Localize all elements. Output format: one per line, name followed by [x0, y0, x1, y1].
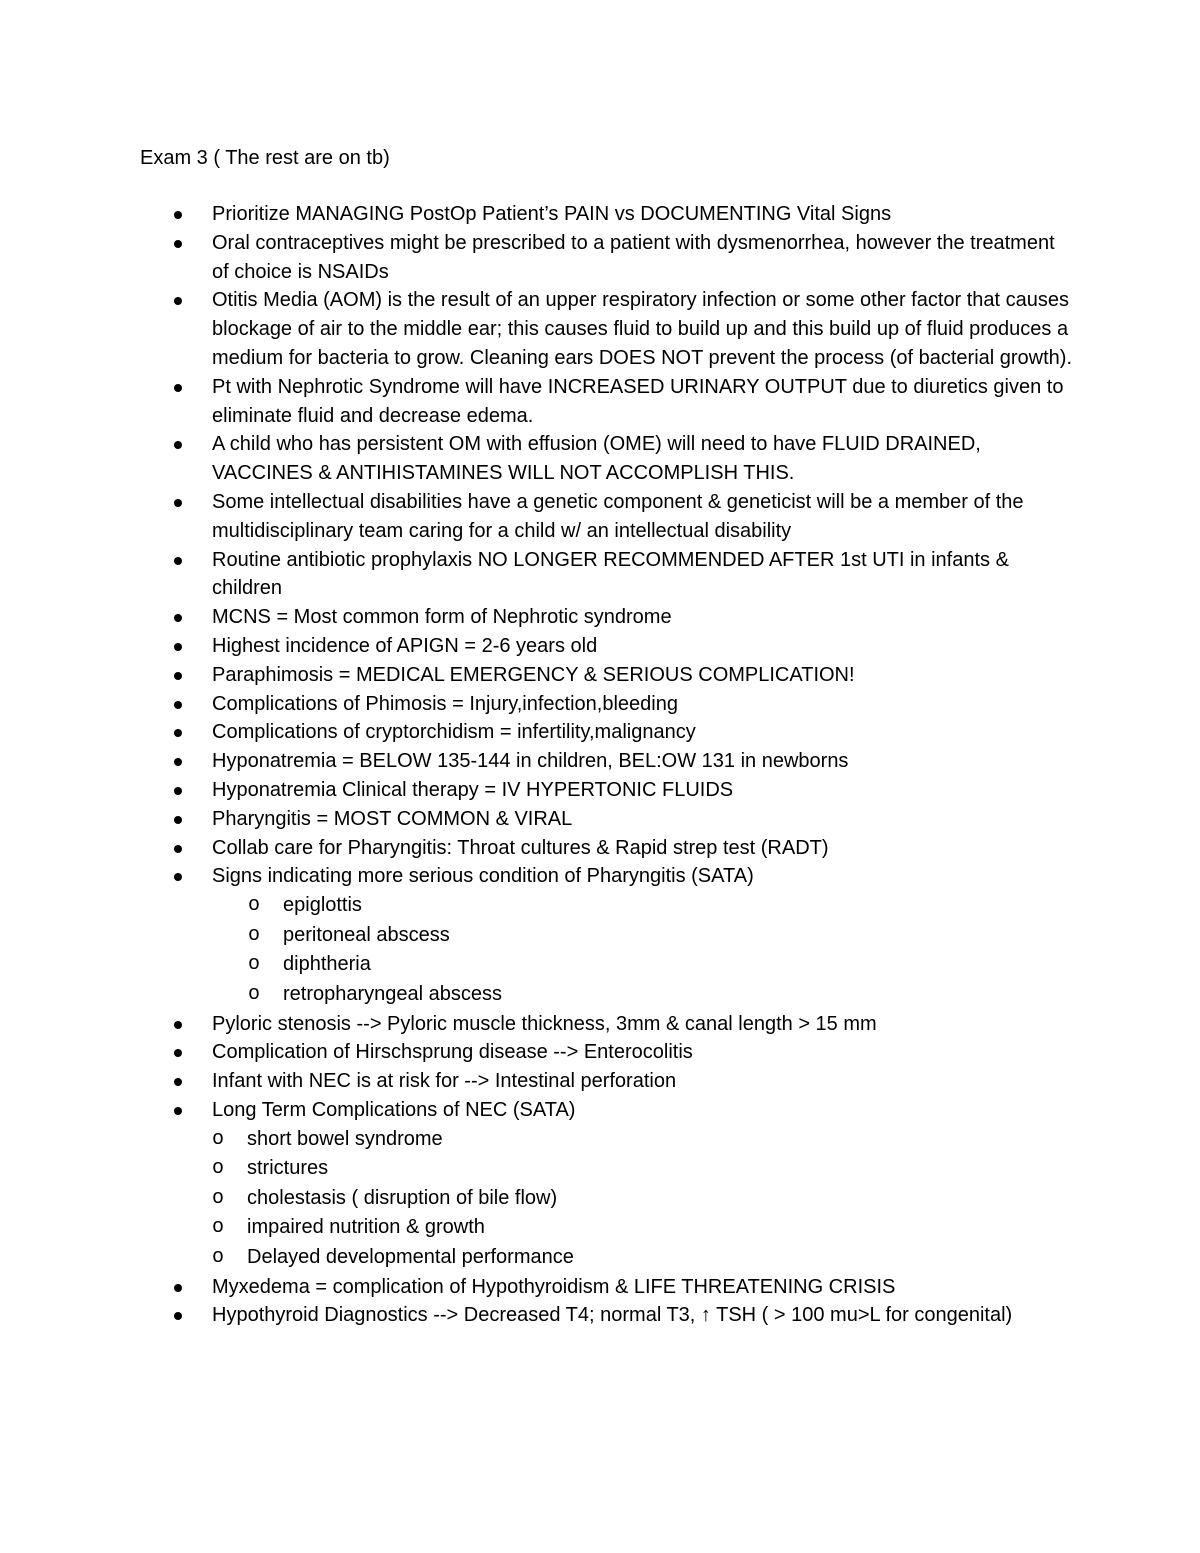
bullet-item: Myxedema = complication of Hypothyroidism & LIFE THREATENING CRISIS — [212, 1273, 1072, 1302]
bullet-item: Infant with NEC is at risk for --> Intestinal perforation — [212, 1067, 1072, 1096]
nec-complications-sublist — [212, 1125, 1072, 1273]
bullet-item: Complications of cryptorchidism = infertility,malignancy — [212, 718, 1072, 747]
sub-bullet-item: o short bowel syndrome — [247, 1125, 1072, 1155]
bullet-item: Complications of Phimosis = Injury,infection,bleeding — [212, 690, 1072, 719]
bullet-item-text: Signs indicating more serious condition of Pharyngitis (SATA) — [212, 865, 754, 888]
sub-bullet-item: o peritoneal abscess — [283, 921, 1072, 951]
bullet-item: Pharyngitis = MOST COMMON & VIRAL — [212, 805, 1072, 834]
bullet-item: A child who has persistent OM with effusion (OME) will need to have FLUID DRAINED, VACCINES & ANTIHISTAMINES WILL NOT ACCOMPLISH THIS. — [212, 430, 1072, 488]
sub-bullet-item: o cholestasis ( disruption of bile flow) — [247, 1184, 1072, 1214]
bullet-item-text: Long Term Complications of NEC (SATA) — [212, 1098, 576, 1121]
bullet-item: Otitis Media (AOM) is the result of an upper respiratory infection or some other factor that causes blockage of air to the middle ear; this causes fluid to build up and this build up of fluid produces a medium for bacteria to grow. Cleaning ears DOES NOT prevent the process (of bacterial growth). — [212, 286, 1072, 372]
bullet-list — [212, 200, 1072, 1330]
bullet-item: Pt with Nephrotic Syndrome will have INCREASED URINARY OUTPUT due to diuretics given to eliminate fluid and decrease edema. — [212, 373, 1072, 431]
sub-bullet-item: o epiglottis — [283, 891, 1072, 921]
bullet-item: Routine antibiotic prophylaxis NO LONGER RECOMMENDED AFTER 1st UTI in infants & children — [212, 546, 1072, 604]
bullet-item: Hyponatremia Clinical therapy = IV HYPERTONIC FLUIDS — [212, 776, 1072, 805]
bullet-item: Hypothyroid Diagnostics --> Decreased T4; normal T3, ↑ TSH ( > 100 mu>L for congenital) — [212, 1301, 1072, 1330]
pharyngitis-signs-sublist — [212, 891, 1072, 1009]
bullet-item: Hyponatremia = BELOW 135-144 in children, BEL:OW 131 in newborns — [212, 747, 1072, 776]
bullet-item: MCNS = Most common form of Nephrotic syndrome — [212, 603, 1072, 632]
bullet-item: Collab care for Pharyngitis: Throat cultures & Rapid strep test (RADT) — [212, 834, 1072, 863]
bullet-item-with-sublist — [212, 862, 1072, 1009]
document-title: Exam 3 ( The rest are on tb) — [140, 147, 390, 169]
bullet-item: Paraphimosis = MEDICAL EMERGENCY & SERIOUS COMPLICATION! — [212, 661, 1072, 690]
sub-bullet-item: o strictures — [247, 1154, 1072, 1184]
bullet-item: Complication of Hirschsprung disease --> Enterocolitis — [212, 1038, 1072, 1067]
bullet-item: Prioritize MANAGING PostOp Patient’s PAIN vs DOCUMENTING Vital Signs — [212, 200, 1072, 229]
bullet-item: Some intellectual disabilities have a genetic component & geneticist will be a member of the multidisciplinary team caring for a child w/ an intellectual disability — [212, 488, 1072, 546]
bullet-item: Pyloric stenosis --> Pyloric muscle thickness, 3mm & canal length > 15 mm — [212, 1010, 1072, 1039]
sub-bullet-item: o Delayed developmental performance — [247, 1243, 1072, 1273]
bullet-item-with-sublist — [212, 1096, 1072, 1273]
sub-bullet-item: o impaired nutrition & growth — [247, 1213, 1072, 1243]
bullet-item: Oral contraceptives might be prescribed to a patient with dysmenorrhea, however the treatment of choice is NSAIDs — [212, 229, 1072, 287]
bullet-item: Highest incidence of APIGN = 2-6 years old — [212, 632, 1072, 661]
sub-bullet-item: o diphtheria — [283, 950, 1072, 980]
sub-bullet-item: o retropharyngeal abscess — [283, 980, 1072, 1010]
